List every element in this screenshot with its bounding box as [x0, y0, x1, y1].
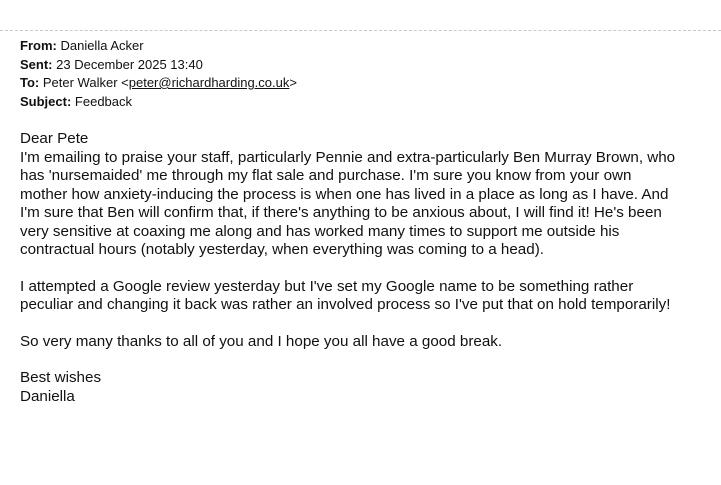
email-body — [20, 130, 710, 406]
paragraph-gap — [20, 315, 710, 333]
to-email-close: > — [289, 75, 297, 90]
subject-row — [20, 93, 297, 112]
sent-row — [20, 56, 297, 75]
from-label: From: — [20, 38, 57, 53]
sent-value: 23 December 2025 13:40 — [56, 56, 203, 72]
body-line: peculiar and changing it back was rather an involved process so I've put that on hold temporarily! — [20, 296, 671, 313]
to-email-open: < — [121, 75, 129, 90]
signature: Daniella — [20, 387, 75, 405]
subject-value: Feedback — [74, 93, 133, 109]
to-email-link[interactable]: peter@richardharding.co.uk — [128, 75, 290, 90]
body-line: has 'nursemaided' me through my flat sale and purchase. I'm sure you know from your own — [20, 167, 632, 184]
to-label: To: — [20, 75, 40, 90]
body-line: mother how anxiety-inducing the process is when one has lived in a place as long as I have. And — [20, 185, 669, 203]
email-headers — [20, 37, 297, 111]
subject-label: Subject: — [20, 93, 72, 109]
to-row — [20, 74, 297, 93]
signoff: Best wishes — [20, 369, 102, 386]
to-name: Peter Walker — [42, 75, 118, 90]
from-value: Daniella Acker — [60, 38, 144, 53]
paragraph-gap — [20, 260, 710, 278]
body-line: very sensitive at coaxing me along and has worked many times to support me outside his — [20, 222, 620, 240]
body-line: I attempted a Google review yesterday but I've set my Google name to be something rather — [20, 277, 634, 295]
greeting: Dear Pete — [20, 130, 89, 147]
scan-artifact-line — [0, 30, 721, 31]
body-line: contractual hours (notably yesterday, when everything was coming to a head). — [20, 241, 544, 258]
body-line: I'm sure that Ben will confirm that, if there's anything to be anxious about, I will find it! He's been — [20, 204, 662, 221]
thanks-line: So very many thanks to all of you and I hope you all have a good break. — [20, 332, 503, 350]
sent-label: Sent: — [20, 56, 53, 72]
from-row — [20, 37, 297, 56]
body-line: I'm emailing to praise your staff, particularly Pennie and extra-particularly Ben Murray Brown, who — [20, 148, 676, 166]
paragraph-gap — [20, 351, 710, 369]
